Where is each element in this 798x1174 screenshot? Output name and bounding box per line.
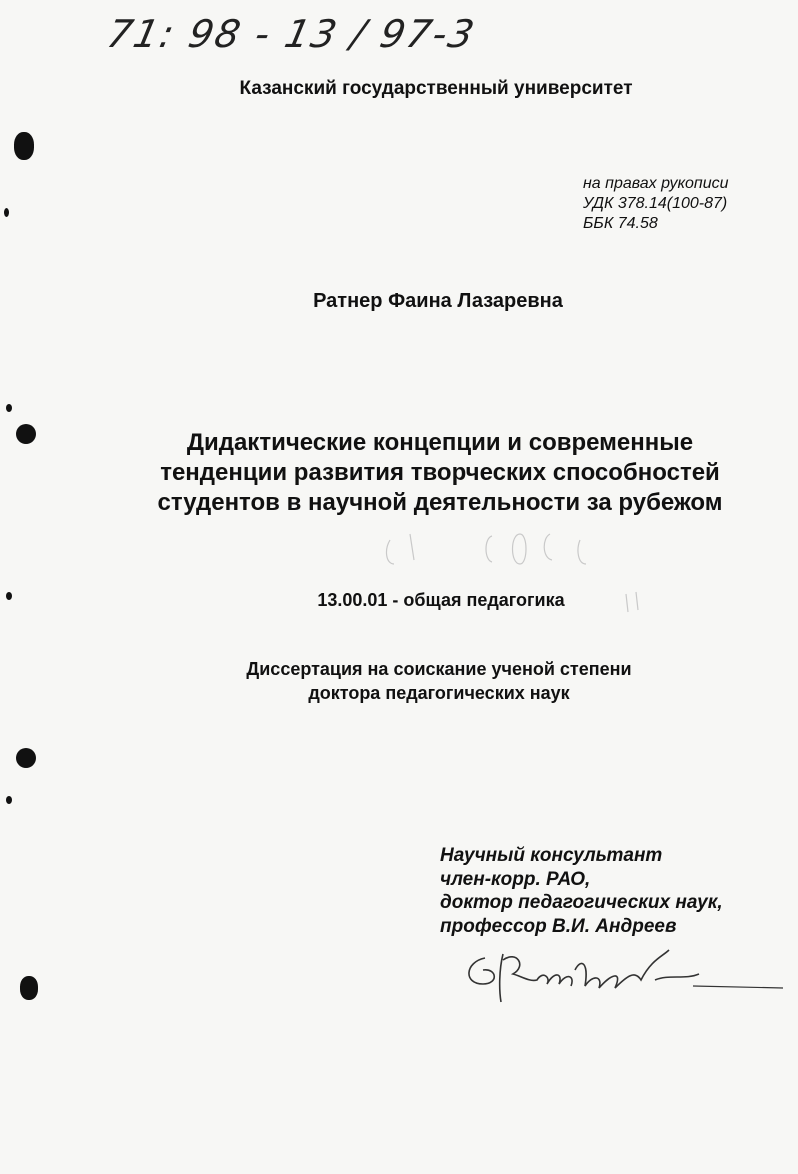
university-name: Казанский государственный университет [239,78,633,99]
title-line: Дидактические концепции и современные [186,429,694,456]
binding-hole [14,132,34,160]
binding-mark [6,592,12,600]
binding-hole [16,748,36,768]
binding-mark [4,208,9,217]
author-name: Ратнер Фаина Лазаревна [313,290,563,312]
bbk-line: ББК 74.58 [583,215,658,232]
rights-block [583,174,729,234]
specialty-code: 13.00.01 - общая педагогика [317,590,565,610]
consultant-line: член-корр. РАО, [440,868,591,890]
title-line: студентов в научной деятельности за рубежом [157,489,723,516]
udc-line: УДК 378.14(100-87) [583,195,728,212]
binding-hole [16,424,36,444]
degree-line: Диссертация на соискание ученой степени [246,659,632,679]
binding-mark [6,404,12,412]
consultant-block [440,844,723,938]
consultant-line: доктор педагогических наук, [440,892,723,913]
dissertation-title [0,428,798,518]
faint-stamp-marks [380,520,660,630]
consultant-line: профессор В.И. Андреев [440,915,677,937]
degree-statement [0,657,798,705]
degree-line: доктора педагогических наук [308,683,570,703]
binding-hole [20,976,38,1000]
signature-graphic [455,940,785,1020]
consultant-line: Научный консультант [440,845,663,866]
title-line: тенденции развития творческих способностей [160,459,720,486]
rights-line: на правах рукописи [583,175,729,192]
archive-mark: 71: 98 - 13 / 97-3 [103,12,480,56]
binding-mark [6,796,12,804]
